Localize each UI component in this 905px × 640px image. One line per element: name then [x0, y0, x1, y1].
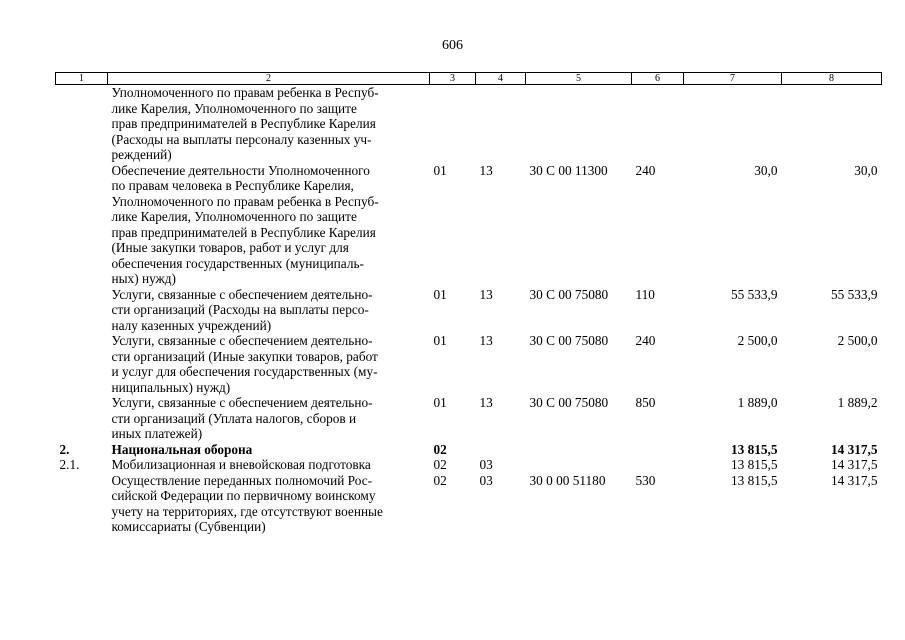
- row-number: 2.1.: [59, 457, 80, 472]
- section-code: [430, 85, 476, 163]
- expense-type-code: 110: [635, 286, 655, 302]
- row-number: [56, 395, 108, 442]
- column-header: 5: [526, 73, 632, 85]
- table-row: [56, 85, 882, 163]
- column-header: 1: [56, 73, 108, 85]
- row-number: 2.: [59, 441, 70, 457]
- amount-year-1: 1 889,0: [737, 395, 778, 410]
- row-number: [56, 163, 108, 287]
- row-number: [56, 287, 108, 334]
- row-name: Услуги, связанные с обеспечением деятельно- сти организаций (Расходы на выплаты персо- налу казенных учреждений): [111, 286, 373, 333]
- amount-year-2: 14 317,5: [830, 472, 878, 488]
- subsection-code: 13: [479, 286, 493, 302]
- table-body: [56, 85, 882, 535]
- column-header: 2: [108, 73, 430, 85]
- target-article-code: [526, 442, 632, 458]
- subsection-code: 13: [479, 162, 493, 178]
- table-row: [56, 333, 882, 395]
- expense-type-code: 240: [635, 333, 656, 348]
- page-number: 606: [442, 38, 463, 53]
- amount-year-1: 13 815,5: [730, 457, 778, 472]
- row-name: Осуществление переданных полномочий Рос- сийской Федерации по первичному воинскому учету на территориях, где отсутствуют военные комиссариаты (Субвенции): [111, 472, 383, 534]
- amount-year-1: 55 533,9: [730, 286, 778, 302]
- target-article-code: 30 С 00 75080: [529, 333, 609, 348]
- section-code: 02: [433, 472, 447, 488]
- table-row: [56, 287, 882, 334]
- subsection-code: 13: [479, 333, 493, 348]
- section-code: 01: [433, 286, 447, 302]
- column-header: 7: [684, 73, 782, 85]
- subsection-code: 03: [479, 457, 493, 472]
- column-header: 8: [782, 73, 882, 85]
- amount-year-2: 14 317,5: [830, 441, 878, 457]
- row-number: [56, 85, 108, 163]
- subsection-code: 13: [479, 395, 493, 410]
- subsection-code: [476, 442, 526, 458]
- subsection-code: [476, 85, 526, 163]
- amount-year-1: 30,0: [754, 162, 778, 178]
- column-header: 6: [632, 73, 684, 85]
- row-name: Обеспечение деятельности Уполномоченного по правам человека в Республике Карелия, Уполномоченного по правам ребенка в Респуб- лике Карелия, Уполномоченного по защите прав предпринимателей в Республике Карелия (Иные закупки товаров, работ и услуг для обеспечения государственных (муниципаль- ных) нужд): [111, 162, 379, 286]
- expense-type-code: 240: [635, 162, 656, 178]
- target-article-code: [526, 85, 632, 163]
- table-row: [56, 163, 882, 287]
- target-article-code: [526, 457, 632, 473]
- amount-year-1: 13 815,5: [730, 472, 778, 488]
- table-row: [56, 395, 882, 442]
- row-name: Мобилизационная и вневойсковая подготовка: [111, 457, 371, 472]
- subsection-code: 03: [479, 472, 493, 488]
- target-article-code: 30 0 00 51180: [529, 472, 606, 488]
- amount-year-2: 14 317,5: [830, 457, 878, 472]
- expense-type-code: 530: [635, 472, 656, 488]
- target-article-code: 30 С 00 75080: [529, 395, 609, 410]
- table-header-row: [56, 73, 882, 85]
- row-number: [56, 473, 108, 535]
- amount-year-1: [684, 85, 782, 163]
- expense-type-code: [632, 457, 684, 473]
- target-article-code: 30 С 00 11300: [529, 162, 608, 178]
- table-row: [56, 473, 882, 535]
- section-code: 01: [433, 395, 447, 410]
- amount-year-2: 2 500,0: [837, 333, 878, 348]
- amount-year-2: [782, 85, 882, 163]
- amount-year-1: 13 815,5: [730, 441, 778, 457]
- section-code: 01: [433, 333, 447, 348]
- amount-year-2: 30,0: [854, 162, 878, 178]
- column-header: 3: [430, 73, 476, 85]
- expense-type-code: [632, 442, 684, 458]
- row-name: Национальная оборона: [111, 441, 253, 457]
- section-code: 01: [433, 162, 447, 178]
- section-code: 02: [433, 441, 447, 457]
- target-article-code: 30 С 00 75080: [529, 286, 609, 302]
- table-row: [56, 457, 882, 473]
- row-number: [56, 333, 108, 395]
- expense-type-code: [632, 85, 684, 163]
- amount-year-2: 1 889,2: [837, 395, 878, 410]
- budget-table: [55, 72, 882, 535]
- table-row: [56, 442, 882, 458]
- column-header: 4: [476, 73, 526, 85]
- amount-year-1: 2 500,0: [737, 333, 778, 348]
- amount-year-2: 55 533,9: [830, 286, 878, 302]
- row-name: Услуги, связанные с обеспечением деятельно- сти организаций (Иные закупки товаров, работ и услуг для обеспечения государственных (му- ниципальных) нужд): [111, 333, 378, 395]
- expense-type-code: 850: [635, 395, 656, 410]
- section-code: 02: [433, 457, 447, 472]
- row-name: Уполномоченного по правам ребенка в Респуб- лике Карелия, Уполномоченного по защите прав предпринимателей в Республике Карелия (Расходы на выплаты персоналу казенных уч- реждений): [111, 85, 379, 162]
- row-name: Услуги, связанные с обеспечением деятельно- сти организаций (Уплата налогов, сборов и иных платежей): [111, 395, 373, 441]
